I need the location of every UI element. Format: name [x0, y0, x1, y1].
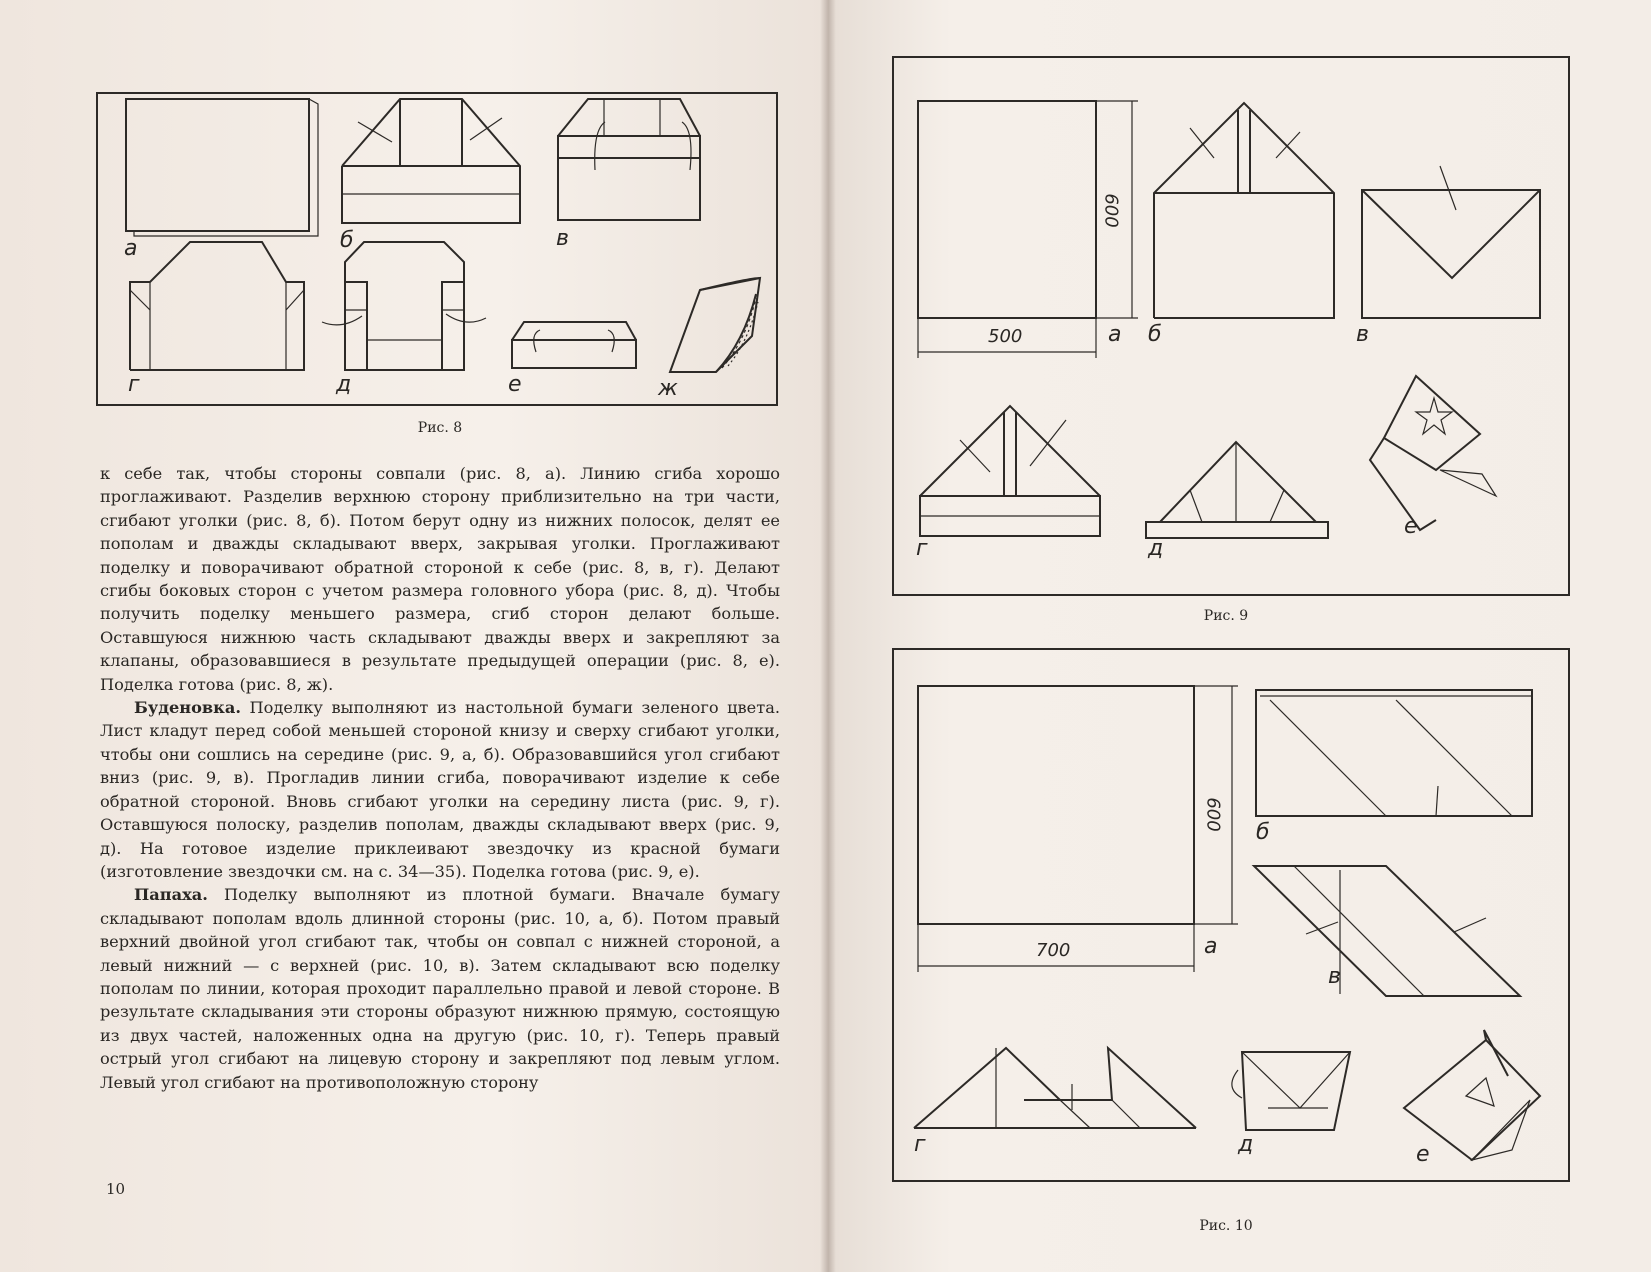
fig10-label-v: в — [1328, 964, 1341, 989]
fig8-label-zh: ж — [658, 376, 678, 401]
fig8-label-g: г — [128, 372, 140, 397]
paragraph-papakha — [100, 883, 780, 1094]
fig10-label-e: е — [1416, 1142, 1430, 1167]
fig8-label-b: б — [340, 228, 354, 253]
fig10-label-g: г — [914, 1132, 926, 1157]
fig9-label-b: б — [1148, 322, 1162, 347]
fig10-caption: Рис. 10 — [1199, 1218, 1253, 1234]
paragraph-budenovka — [100, 696, 780, 883]
fig10-label-a: а — [1204, 934, 1218, 959]
fig9-caption: Рис. 9 — [1203, 608, 1249, 624]
fig9-label-a: а — [1108, 322, 1122, 347]
fig10-dim-width: 700 — [1036, 940, 1071, 961]
fig9-label-v: в — [1356, 322, 1369, 347]
page-number: 10 — [106, 1180, 126, 1198]
figure-10-frame — [892, 648, 1570, 1182]
fig9-label-g: г — [916, 536, 928, 561]
paragraph-1: к себе так, чтобы стороны совпали (рис. 8, а). Линию сгиба хорошо проглаживают. Разделив верхнюю сторону приблизительно на три части, сгибают уголки (рис. 8, б). Потом берут одну из нижних полосок, делят ее пополам и дважды складывают вверх, закрывая уголки. Проглаживают поделку и поворачивают обратной стороной к себе (рис. 8, в, г). Делают сгибы боковых сторон с учетом размера головного убора (рис. 8, д). Чтобы получить поделку меньшего размера, сгиб сторон делают больше. Оставшуюся нижнюю часть складывают дважды вверх и закрепляют за клапаны, образовавшиеся в результате предыдущей операции (рис. 8, е). Поделка готова (рис. 8, ж). — [100, 464, 780, 694]
fig9-label-e: е — [1404, 514, 1418, 539]
fig8-zh-drawing — [670, 278, 760, 372]
fig9-dim-width: 500 — [988, 326, 1023, 347]
fig10-label-d: д — [1238, 1132, 1254, 1157]
paragraph-papakha-text: Поделку выполняют из плотной бумаги. Вначале бумагу складывают пополам вдоль длинной стороны (рис. 10, а, б). Потом правый верхний двойной угол сгибают так, чтобы он совпал с нижней стороной, а левый нижний — с верхней (рис. 10, в). Затем складывают всю поделку пополам по линии, которая проходит параллельно правой и левой стороне. В результате складывания эти стороны образуют нижнюю прямую, состоящую из двух частей, наложенных одна на другую (рис. 10, г). Теперь правый острый угол сгибают на лицевую сторону и закрепляют под левым углом. Левый угол сгибают на противоположную сторону — [100, 885, 780, 1092]
fig10-label-b: б — [1256, 820, 1270, 845]
heading-budenovka: Буденовка. — [134, 698, 241, 718]
fig8-a-drawing — [126, 99, 318, 236]
fig8-v-drawing — [558, 99, 700, 220]
fig8-d-drawing — [322, 242, 486, 370]
paragraph-budenovka-text: Поделку выполняют из настольной бумаги зеленого цвета. Лист кладут перед собой меньшей стороной книзу и сверху сгибают уголки, чтобы они сошлись на середине (рис. 9, а, б). Образовавшийся угол сгибают вниз (рис. 9, в). Прогладив линии сгиба, поворачивают изделие к себе обратной стороной. Вновь сгибают уголки на середину листа (рис. 9, г). Оставшуюся полоску, разделив пополам, дважды складывают вверх (рис. 9, д). На готовое изделие приклеивают звездочку из красной бумаги (изготовление звездочки см. на с. 34—35). Поделка готова (рис. 9, е). — [100, 698, 780, 881]
fig8-label-e: е — [508, 372, 522, 397]
fig8-caption: Рис. 8 — [417, 420, 463, 436]
body-text — [100, 462, 780, 1094]
fig10-dim-height: 600 — [1202, 797, 1224, 832]
fig9-label-d: д — [1148, 536, 1164, 561]
fig9-dim-height: 600 — [1100, 193, 1122, 228]
fig8-g-drawing — [130, 242, 304, 370]
fig8-e-drawing — [512, 322, 636, 368]
heading-papakha: Папаха. — [134, 885, 208, 905]
fig8-b-drawing — [342, 99, 520, 223]
fig8-label-v: в — [556, 226, 569, 251]
fig8-label-a: а — [124, 236, 138, 261]
fig8-label-d: д — [336, 372, 352, 397]
